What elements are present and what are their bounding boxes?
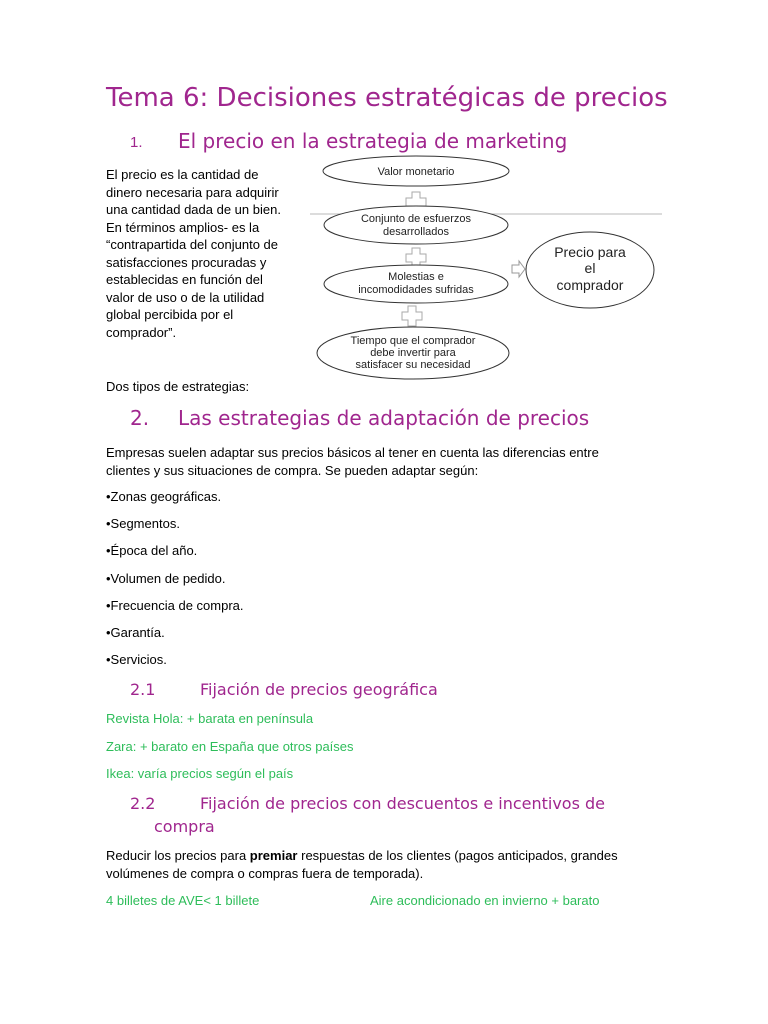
oval-text: Valor monetario bbox=[377, 166, 455, 178]
paragraph-prefix: Reducir los precios para bbox=[106, 848, 250, 863]
section-1-number: 1. bbox=[130, 134, 143, 151]
example-text: Zara: + barato en España que otros países bbox=[106, 739, 354, 754]
bullet-item: •Servicios. bbox=[106, 652, 167, 667]
example-text: Revista Hola: + barata en península bbox=[106, 711, 314, 726]
example-text: Aire acondicionado en invierno + barato bbox=[370, 893, 600, 908]
intro-line: En términos amplios- es la bbox=[106, 219, 260, 235]
paragraph-line bbox=[106, 847, 618, 865]
intro-line: una cantidad dada de un bien. bbox=[106, 202, 281, 217]
oval-text: Conjunto de esfuerzos bbox=[360, 213, 472, 225]
emphasis-text: premiar bbox=[249, 848, 298, 863]
intro-line: global percibida por el bbox=[106, 307, 234, 322]
section-2-paragraph bbox=[106, 444, 599, 479]
page-title: Tema 6: Decisiones estratégicas de precios bbox=[106, 83, 668, 113]
oval-text: incomodidades sufridas bbox=[358, 284, 474, 296]
section-2-1-number: 2.1 bbox=[130, 680, 156, 699]
bullet-item: •Volumen de pedido. bbox=[106, 571, 226, 586]
section-2-2-heading: Fijación de precios con descuentos e incentivos de bbox=[200, 794, 606, 813]
oval-text: debe invertir para bbox=[370, 347, 456, 359]
section-2-2-paragraph bbox=[106, 847, 618, 882]
example-text: Ikea: varía precios según el país bbox=[106, 766, 294, 781]
paragraph-line: clientes y sus situaciones de compra. Se pueden adaptar según: bbox=[106, 462, 479, 478]
intro-line: “contrapartida del conjunto de bbox=[106, 237, 279, 252]
bullet-item: •Zonas geográficas. bbox=[106, 489, 222, 504]
result-text: comprador bbox=[556, 277, 624, 293]
oval-esfuerzos bbox=[324, 206, 508, 244]
intro-line: dinero necesaria para adquirir bbox=[106, 184, 279, 200]
strategies-intro: Dos tipos de estrategias: bbox=[106, 379, 250, 394]
bullet-item: •Frecuencia de compra. bbox=[106, 598, 244, 613]
bullet-item: •Garantía. bbox=[106, 625, 165, 640]
result-text: el bbox=[584, 260, 596, 276]
bullet-item: •Época del año. bbox=[106, 543, 198, 558]
section-1-intro bbox=[106, 166, 306, 341]
section-2-1-heading: Fijación de precios geográfica bbox=[200, 680, 438, 699]
paragraph-line: volúmenes de compra o compras fuera de temporada). bbox=[106, 865, 424, 881]
intro-line: valor de uso o de la utilidad bbox=[106, 289, 265, 305]
oval-text: Molestias e bbox=[388, 271, 444, 283]
oval-text: desarrollados bbox=[382, 226, 450, 238]
section-2-number: 2. bbox=[130, 406, 150, 430]
intro-line: comprador”. bbox=[106, 324, 177, 340]
paragraph-suffix: respuestas de los clientes (pagos anticipados, grandes bbox=[297, 848, 618, 863]
intro-line: El precio es la cantidad de bbox=[106, 167, 259, 182]
section-2-2-number: 2.2 bbox=[130, 794, 156, 813]
arrow-right-icon bbox=[512, 261, 525, 277]
section-2-heading: Las estrategias de adaptación de precios bbox=[178, 406, 590, 430]
oval-text: satisfacer su necesidad bbox=[355, 359, 471, 371]
plus-icon bbox=[402, 306, 422, 326]
intro-line: establecidas en función del bbox=[106, 272, 263, 287]
bullet-item: •Segmentos. bbox=[106, 516, 180, 531]
intro-line: satisfacciones procuradas y bbox=[106, 254, 267, 270]
section-1-heading: El precio en la estrategia de marketing bbox=[178, 129, 568, 153]
section-2-2-heading-cont: compra bbox=[154, 817, 215, 836]
price-diagram bbox=[300, 150, 665, 385]
paragraph-line: Empresas suelen adaptar sus precios básicos al tener en cuenta las diferencias entre bbox=[106, 445, 599, 460]
oval-text: Tiempo que el comprador bbox=[350, 335, 476, 347]
example-text: 4 billetes de AVE< 1 billete bbox=[106, 893, 260, 908]
result-text: Precio para bbox=[554, 244, 626, 260]
